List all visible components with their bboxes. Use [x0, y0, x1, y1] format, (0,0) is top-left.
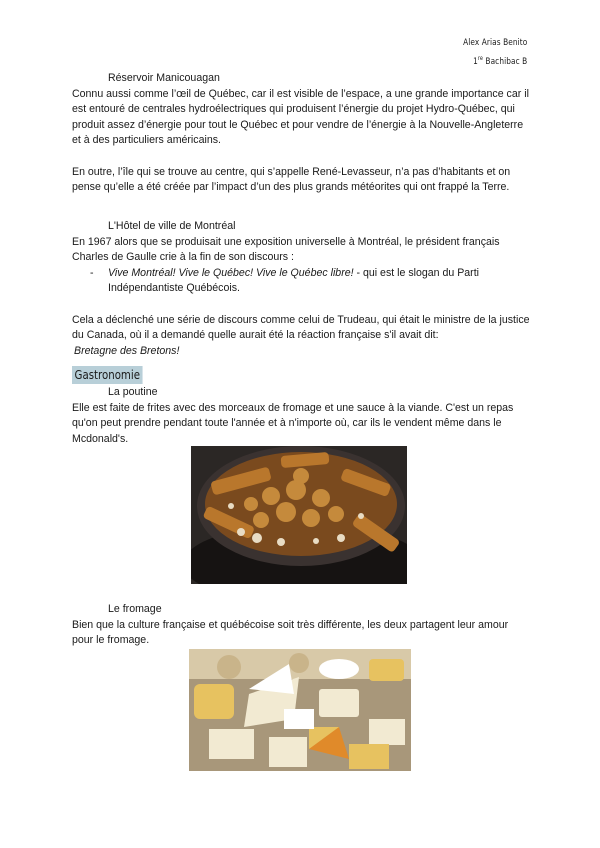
bullet-dash: -: [90, 266, 94, 279]
poutine-text: Elle est faite de frites avec des morceaux de fromage et une sauce à la viande. C'est un repas qu'on peut prendre pendant toute l'année et à n'importe où, car ils le vendent même dans le Mcdonald's.: [72, 401, 514, 445]
cheese-photo: [189, 649, 411, 771]
manicouagan-section: [72, 71, 532, 196]
page-header: [463, 36, 527, 70]
hotel-section: [72, 219, 532, 359]
fromage-section: [72, 602, 532, 649]
manicouagan-paragraph-1: Connu aussi comme l’œil de Québec, car il est visible de l’espace, a une grande importance car il est entouré de centrales hydroélectriques qui produisent l’énergie du projet Hydro-Québec, qui produit assez d’énergie pour tout le Québec et pour vendre de l’énergie à la Nouvelle-Angleterre et à des particuliers américains.: [72, 87, 529, 147]
fromage-title: Le fromage: [108, 603, 162, 615]
hotel-title: L'Hôtel de ville de Montréal: [108, 220, 236, 232]
fromage-text: Bien que la culture française et québécoise soit très différente, les deux partagent leur amour pour le fromage.: [72, 618, 509, 647]
hotel-paragraph-1: En 1967 alors que se produisait une exposition universelle à Montréal, le président français Charles de Gaulle crie à la fin de son discours :: [72, 235, 500, 264]
class-label: 1re Bachibac B: [472, 55, 527, 67]
poutine-title: La poutine: [108, 386, 158, 398]
quote-bullet: [72, 266, 532, 297]
manicouagan-title: Réservoir Manicouagan: [108, 72, 220, 84]
section-title-gastronomie: Gastronomie: [72, 366, 143, 384]
quote-explanation: - qui est le slogan du Parti Indépendantiste Québécois.: [108, 266, 479, 295]
poutine-photo: [191, 446, 407, 584]
hotel-paragraph-2: Cela a déclenché une série de discours comme celui de Trudeau, qui était le ministre de la justice du Canada, où il a demandé quelle aurait été la réaction française s'il avait dit:: [72, 313, 530, 342]
poutine-section: [72, 385, 532, 447]
de-gaulle-quote: Vive Montréal! Vive le Québec! Vive le Québec libre!: [108, 266, 354, 279]
manicouagan-paragraph-2: En outre, l’île qui se trouve au centre, qui s’appelle René-Levasseur, n’a pas d’habitants et on pense qu’elle a été créée par l’impact d’un des plus grands météorites qui ont frappé la Terre.: [72, 165, 511, 194]
author-name: Alex Arias Benito: [462, 38, 527, 48]
trudeau-quote: Bretagne des Bretons!: [74, 344, 180, 357]
